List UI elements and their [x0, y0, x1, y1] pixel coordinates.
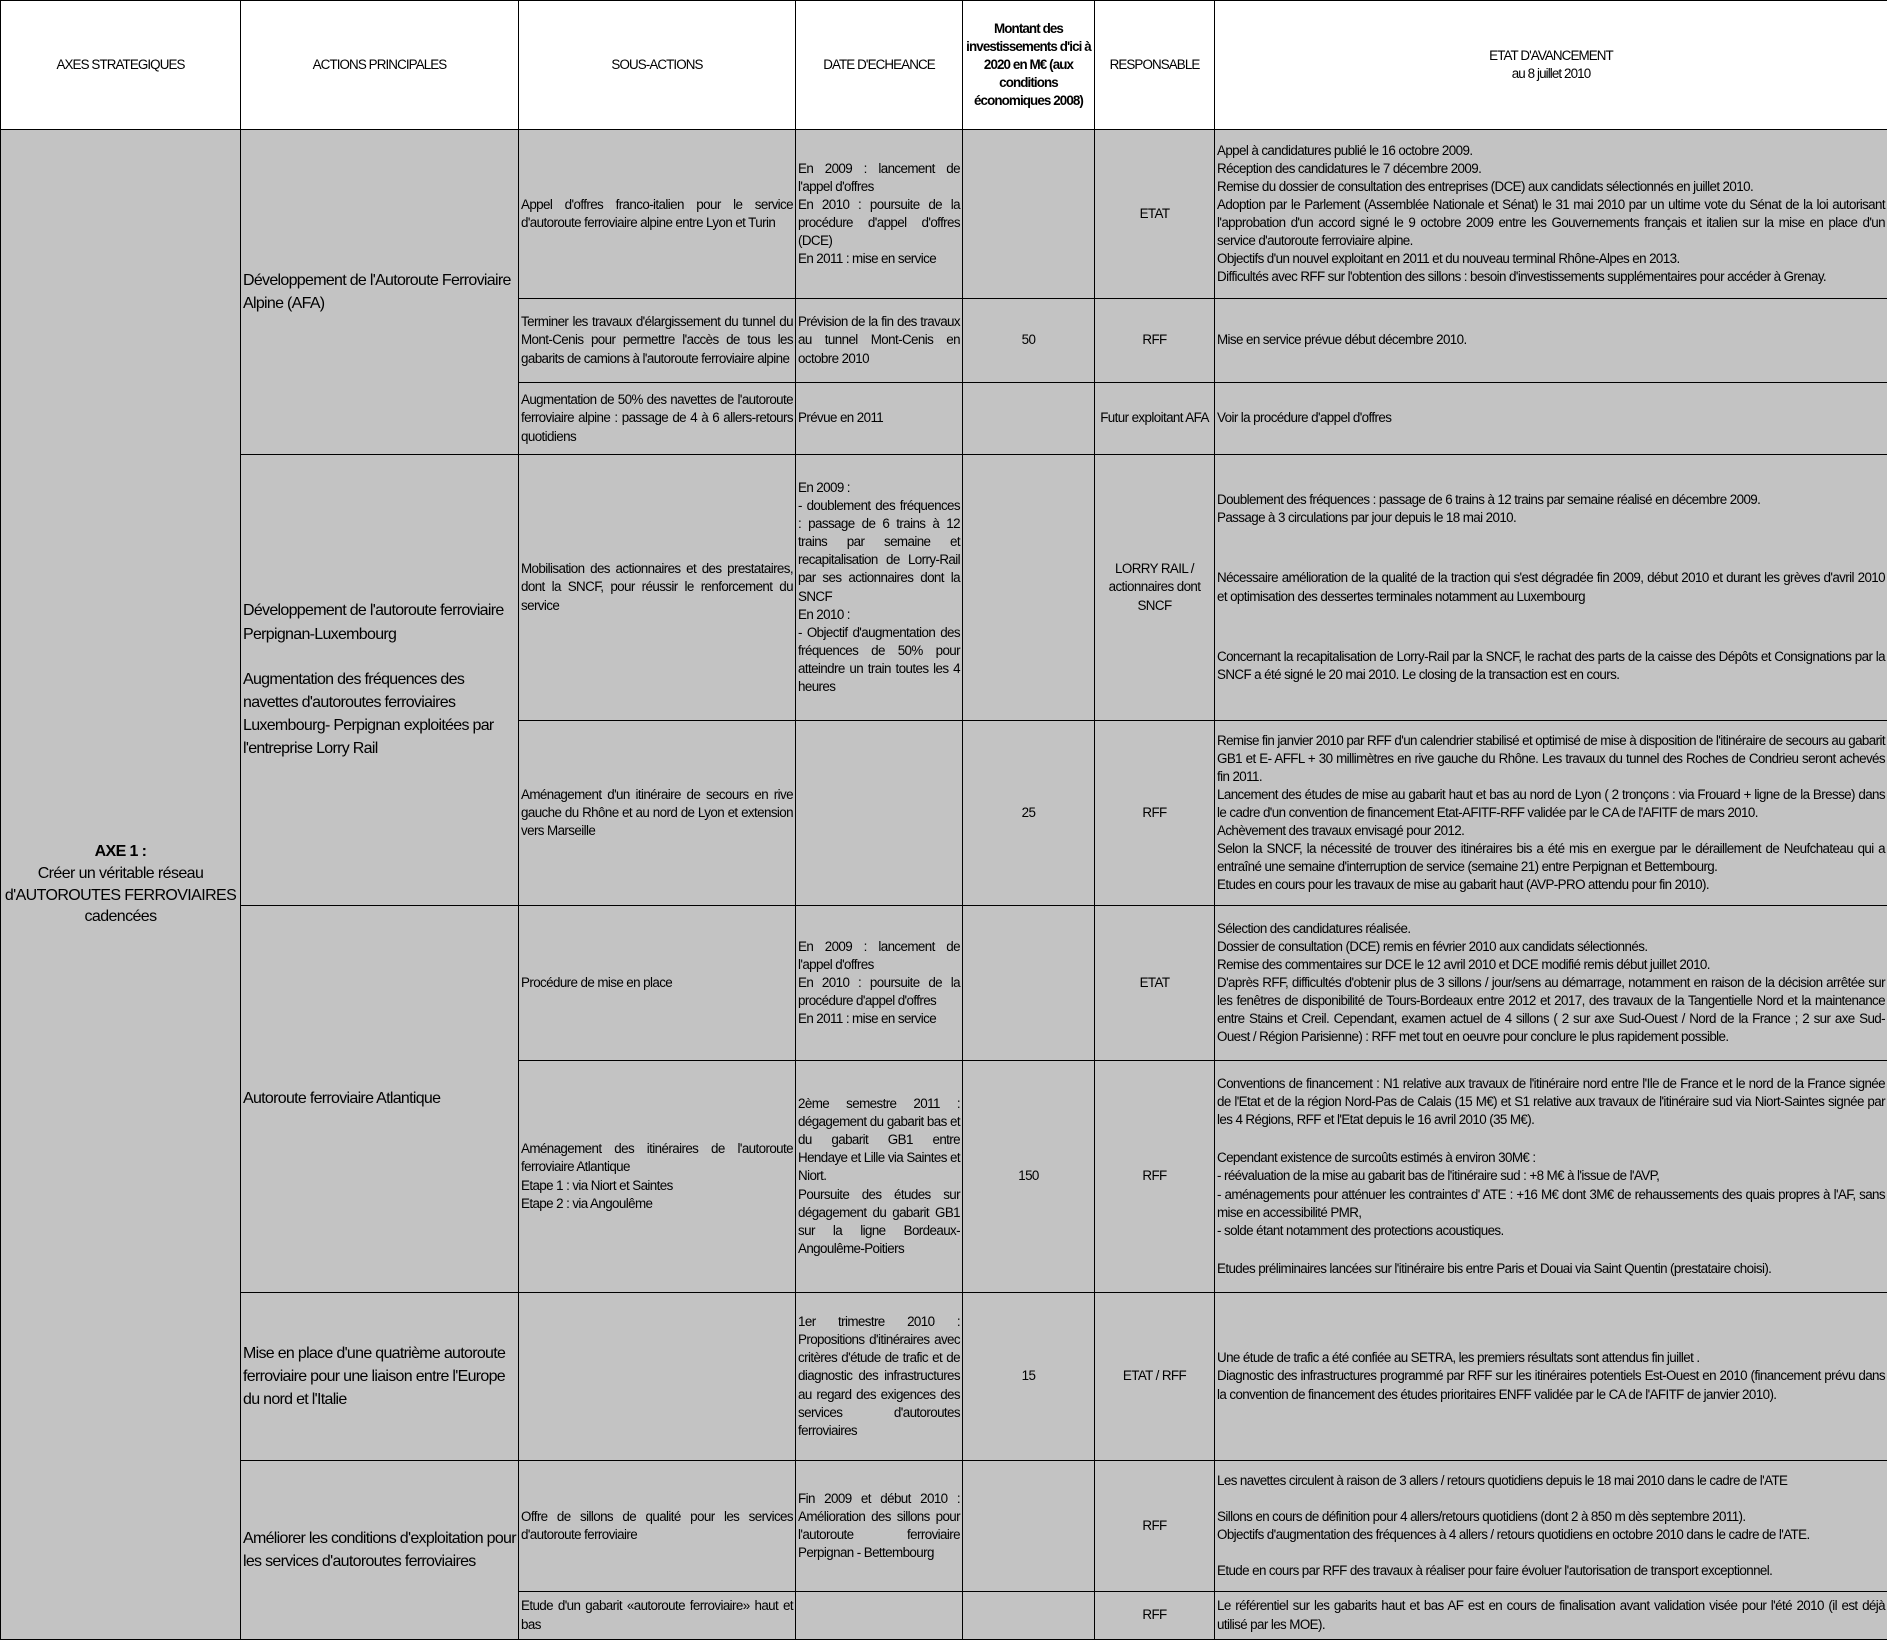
etat-cell: Sélection des candidatures réalisée. Dossier de consultation (DCE) remis en février 2010 aux candidats sélectionnés. Remise des commentaires sur DCE le 12 avril 2010 et DCE modifié remis début juillet 2010. D'après RFF, difficultés d'obtenir plus de 3 sillons / jour/sens au démarrage, notamment en raison de la décision arrêtée sur les fenêtres de disponibilité de Tours-Bordeaux entre 2012 et 2017, des travaux de la Tangentielle Nord et la maintenance entre Stains et Creil. Cependant, examen actuel de 4 sillons ( 2 sur axe Sud-Ouest / Nord de la France ; 2 sur axe Sud-Ouest / Région Parisienne) : RFF met tout en oeuvre pour conclure le plus rapidement possible. — [1215, 906, 1887, 1061]
action-cell — [241, 455, 519, 906]
header-row — [1, 1, 1887, 130]
sous-action-cell: Appel d'offres franco-italien pour le service d'autoroute ferroviaire alpine entre Lyon et Turin — [519, 130, 796, 299]
header-etat-title: ETAT D'AVANCEMENT — [1489, 48, 1613, 63]
table-row — [1, 1293, 1887, 1461]
date-cell: En 2009 : - doublement des fréquences : passage de 6 trains à 12 trains par semaine et recapitalisation de Lorry-Rail par ses actionnaires dont la SNCF En 2010 : - Objectif d'augmentation des fréquences de 50% pour atteindre un train toutes les 4 heures — [796, 455, 963, 721]
responsable-cell: RFF — [1095, 299, 1215, 383]
date-cell: Fin 2009 et début 2010 : Amélioration des sillons pour l'autoroute ferroviaire Perpignan - Bettembourg — [796, 1461, 963, 1592]
header-sous-actions: SOUS-ACTIONS — [519, 1, 796, 130]
action-title: Développement de l'autoroute ferroviaire Perpignan-Luxembourg — [243, 599, 516, 645]
responsable-cell: RFF — [1095, 1592, 1215, 1640]
etat-cell: Le référentiel sur les gabarits haut et bas AF est en cours de finalisation avant validation visée pour l'été 2010 (il est déjà utilisé par les MOE). — [1215, 1592, 1887, 1640]
date-cell — [796, 1592, 963, 1640]
sous-action-cell: Augmentation de 50% des navettes de l'autoroute ferroviaire alpine : passage de 4 à 6 allers-retours quotidiens — [519, 383, 796, 455]
axe-cell — [1, 130, 241, 1640]
montant-cell: 50 — [963, 299, 1095, 383]
sous-action-cell: Aménagement des itinéraires de l'autoroute ferroviaire Atlantique Etape 1 : via Niort et Saintes Etape 2 : via Angoulême — [519, 1061, 796, 1293]
etat-cell: Une étude de trafic a été confiée au SETRA, les premiers résultats sont attendus fin juillet . Diagnostic des infrastructures programmé par RFF sur les itinéraires potentiels Est-Ouest en 2010 (financement prévu dans la convention de financement des études prioritaires ENFF validée par le CA de l'AFITF de janvier 2010). — [1215, 1293, 1887, 1461]
action-cell: Développement de l'Autoroute Ferroviaire Alpine (AFA) — [241, 130, 519, 455]
montant-cell — [963, 383, 1095, 455]
montant-cell — [963, 455, 1095, 721]
etat-cell — [1215, 455, 1887, 721]
etat-paragraph: Etude en cours par RFF des travaux à réaliser pour faire évoluer l'autorisation de transport exceptionnel. — [1217, 1562, 1885, 1580]
axe-line: cadencées — [85, 908, 157, 925]
axe-line: Créer un véritable réseau — [38, 865, 204, 882]
sous-action-cell: Procédure de mise en place — [519, 906, 796, 1061]
action-detail: Augmentation des fréquences des navettes d'autoroutes ferroviaires Luxembourg- Perpignan exploitées par l'entreprise Lorry Rail — [243, 668, 516, 761]
table-row — [1, 130, 1887, 299]
table-row — [1, 455, 1887, 721]
etat-cell: Remise fin janvier 2010 par RFF d'un calendrier stabilisé et optimisé de mise à disposition de l'itinéraire de secours au gabarit GB1 et E- AFFL + 30 millimètres en rive gauche du Rhône. Les travaux du tunnel des Roches de Condrieu seront achevés fin 2011. Lancement des études de mise au gabarit haut et bas au nord de Lyon ( 2 tronçons : via Frouard + ligne de la Bresse) dans le cadre d'un convention de financement Etat-AFITF-RFF validée par le CA de l'AFITF de mars 2010. Achèvement des travaux envisagé pour 2012. Selon la SNCF, la nécessité de trouver des itinéraires bis a été mis en exergue par le déraillement de Neufchateau qui a entraîné une semaine d'interruption de service (semaine 21) entre Perpignan et Bettembourg. Etudes en cours pour les travaux de mise au gabarit haut (AVP-PRO attendu pour fin 2010). — [1215, 721, 1887, 906]
header-date: DATE D'ECHEANCE — [796, 1, 963, 130]
sous-action-cell: Etude d'un gabarit «autoroute ferroviaire» haut et bas — [519, 1592, 796, 1640]
header-etat-date: au 8 juillet 2010 — [1512, 66, 1591, 81]
table-row — [1, 906, 1887, 1061]
responsable-cell: RFF — [1095, 721, 1215, 906]
date-cell: 1er trimestre 2010 : Propositions d'itinéraires avec critères d'étude de trafic et de diagnostic des infrastructures au regard des exigences des services d'autoroutes ferroviaires — [796, 1293, 963, 1461]
etat-paragraph: Concernant la recapitalisation de Lorry-Rail par la SNCF, le rachat des parts de la caisse des Dépôts et Consignations par la SNCF a été signé le 20 mai 2010. Le closing de la transaction est en cours. — [1217, 648, 1885, 684]
etat-paragraph: Sillons en cours de définition pour 4 allers/retours quotidiens (dont 2 à 850 m dès septembre 2011). Objectifs d'augmentation des fréquences à 4 allers / retours quotidiens en octobre 2010 dans le cadre de l'ATE. — [1217, 1508, 1885, 1544]
date-cell — [796, 721, 963, 906]
montant-cell — [963, 1592, 1095, 1640]
etat-paragraph: Etudes préliminaires lancées sur l'itinéraire bis entre Paris et Douai via Saint Quentin (prestataire choisi). — [1217, 1260, 1885, 1278]
header-actions: ACTIONS PRINCIPALES — [241, 1, 519, 130]
date-cell: 2ème semestre 2011 : dégagement du gabarit bas et du gabarit GB1 entre Hendaye et Lille via Saintes et Niort. Poursuite des études sur dégagement du gabarit GB1 sur la ligne Bordeaux-Angoulême-Poitiers — [796, 1061, 963, 1293]
axe-title: AXE 1 : — [95, 843, 147, 860]
axe-line: d'AUTOROUTES FERROVIAIRES — [5, 887, 236, 904]
date-cell: En 2009 : lancement de l'appel d'offres En 2010 : poursuite de la procédure d'appel d'offres En 2011 : mise en service — [796, 906, 963, 1061]
etat-cell: Voir la procédure d'appel d'offres — [1215, 383, 1887, 455]
responsable-cell: RFF — [1095, 1061, 1215, 1293]
header-axes: AXES STRATEGIQUES — [1, 1, 241, 130]
header-montant: Montant des investissements d'ici à 2020 en M€ (aux conditions économiques 2008) — [963, 1, 1095, 130]
sous-action-cell: Aménagement d'un itinéraire de secours en rive gauche du Rhône et au nord de Lyon et extension vers Marseille — [519, 721, 796, 906]
sous-action-cell: Mobilisation des actionnaires et des prestataires, dont la SNCF, pour réussir le renforcement du service — [519, 455, 796, 721]
date-cell: En 2009 : lancement de l'appel d'offres En 2010 : poursuite de la procédure d'appel d'offres (DCE) En 2011 : mise en service — [796, 130, 963, 299]
etat-cell: Appel à candidatures publié le 16 octobre 2009. Réception des candidatures le 7 décembre 2009. Remise du dossier de consultation des entreprises (DCE) aux candidats sélectionnés en juillet 2010. Adoption par le Parlement (Assemblée Nationale et Sénat) le 31 mai 2010 par un ultime vote du Sénat de la loi autorisant l'approbation d'un accord signé le 9 octobre 2009 entre les Gouvernements français et italien sur la mise en place d'un service d'autoroute ferroviaire alpine. Objectifs d'un nouvel exploitant en 2011 et du nouveau terminal Rhône-Alpes en 2013. Difficultés avec RFF sur l'obtention des sillons : besoin d'investissements supplémentaires pour accéder à Grenay. — [1215, 130, 1887, 299]
responsable-cell: ETAT — [1095, 906, 1215, 1061]
sous-action-cell: Terminer les travaux d'élargissement du tunnel du Mont-Cenis pour permettre l'accès de tous les gabarits de camions à l'autoroute ferroviaire alpine — [519, 299, 796, 383]
table-row — [1, 1461, 1887, 1592]
date-cell: Prévision de la fin des travaux au tunnel Mont-Cenis en octobre 2010 — [796, 299, 963, 383]
montant-cell — [963, 906, 1095, 1061]
montant-cell: 25 — [963, 721, 1095, 906]
etat-cell: Mise en service prévue début décembre 2010. — [1215, 299, 1887, 383]
sous-action-cell: Offre de sillons de qualité pour les services d'autoroute ferroviaire — [519, 1461, 796, 1592]
header-responsable: RESPONSABLE — [1095, 1, 1215, 130]
sous-action-cell — [519, 1293, 796, 1461]
montant-cell — [963, 1461, 1095, 1592]
action-cell: Améliorer les conditions d'exploitation pour les services d'autoroutes ferroviaires — [241, 1461, 519, 1640]
etat-paragraph: Conventions de financement : N1 relative aux travaux de l'itinéraire nord entre l'Ile de France et le nord de la France signée de l'Etat et de la région Nord-Pas de Calais (15 M€) et S1 relative aux travaux de l'itinéraire sud via Niort-Saintes signée par les 4 Régions, RFF et l'Etat depuis le 16 avril 2010 (35 M€). — [1217, 1075, 1885, 1129]
etat-cell — [1215, 1061, 1887, 1293]
date-cell: Prévue en 2011 — [796, 383, 963, 455]
etat-paragraph: Cependant existence de surcoûts estimés à environ 30M€ : - réévaluation de la mise au gabarit bas de l'itinéraire sud : +8 M€ à l'issue de l'AVP, - aménagements pour atténuer les contraintes d' ATE : +16 M€ dont 3M€ de rehaussements des quais propres à l'AF, sans mise en accessibilité PMR, - solde étant notamment des protections acoustiques. — [1217, 1149, 1885, 1239]
responsable-cell: ETAT — [1095, 130, 1215, 299]
action-cell: Autoroute ferroviaire Atlantique — [241, 906, 519, 1293]
etat-cell — [1215, 1461, 1887, 1592]
montant-cell: 15 — [963, 1293, 1095, 1461]
montant-cell: 150 — [963, 1061, 1095, 1293]
responsable-cell: LORRY RAIL / actionnaires dont SNCF — [1095, 455, 1215, 721]
etat-paragraph: Les navettes circulent à raison de 3 allers / retours quotidiens depuis le 18 mai 2010 dans le cadre de l'ATE — [1217, 1472, 1885, 1490]
responsable-cell: RFF — [1095, 1461, 1215, 1592]
action-cell: Mise en place d'une quatrième autoroute ferroviaire pour une liaison entre l'Europe du nord et l'Italie — [241, 1293, 519, 1461]
montant-cell — [963, 130, 1095, 299]
etat-paragraph: Doublement des fréquences : passage de 6 trains à 12 trains par semaine réalisé en décembre 2009. Passage à 3 circulations par jour depuis le 18 mai 2010. — [1217, 491, 1885, 527]
responsable-cell: ETAT / RFF — [1095, 1293, 1215, 1461]
header-etat — [1215, 1, 1887, 130]
etat-paragraph: Nécessaire amélioration de la qualité de la traction qui s'est dégradée fin 2009, début 2010 et durant les grèves d'avril 2010 et optimisation des dessertes terminales notamment au Luxembourg — [1217, 569, 1885, 605]
responsable-cell: Futur exploitant AFA — [1095, 383, 1215, 455]
